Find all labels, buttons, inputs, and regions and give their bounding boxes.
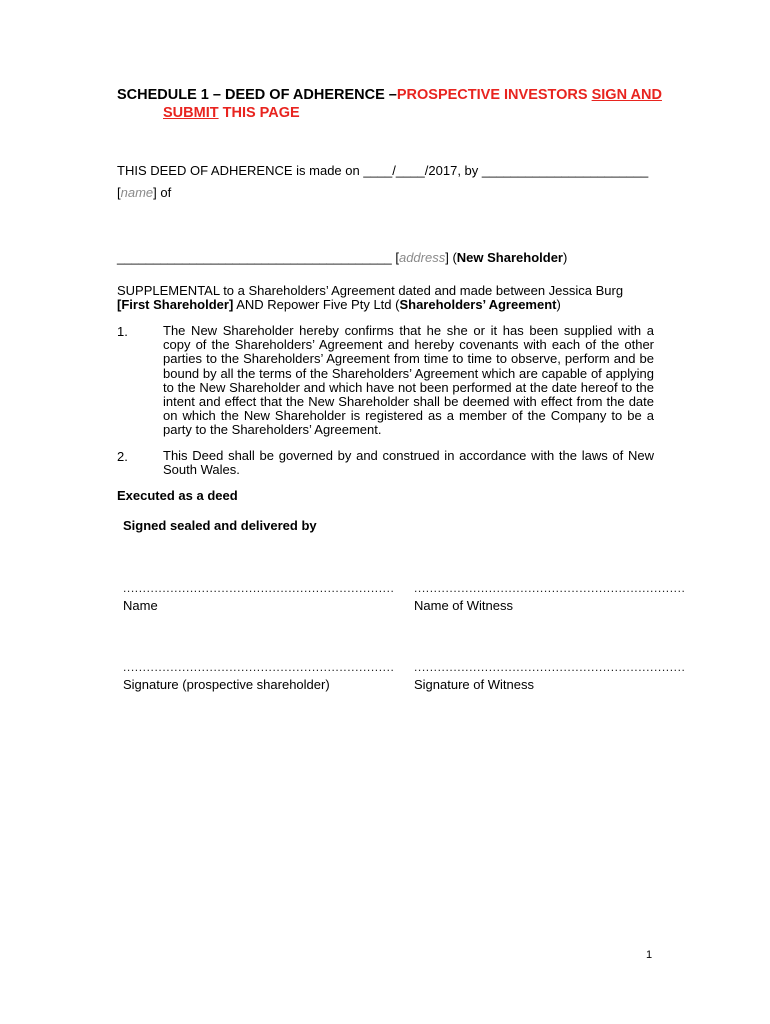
clause-2-text: This Deed shall be governed by and construed in accordance with the laws of New South Wales. [163,448,654,478]
intro-line [117,164,648,178]
page-number: 1 [646,949,653,961]
new-shareholder-term: New Shareholder [456,250,563,265]
document-heading [117,86,662,121]
witness-name-label: Name of Witness [414,598,513,613]
address-close: ] ( [445,250,457,265]
name-bracket-close: ] of [153,185,172,200]
heading-submit: SUBMIT [163,105,219,121]
name-placeholder: name [120,185,154,200]
heading-this-page: THIS PAGE [218,105,300,121]
witness-signature-label: Signature of Witness [414,677,534,692]
executed-heading: Executed as a deed [117,488,238,503]
heading-part3: SIGN AND [591,87,662,103]
supplemental-text-a: SUPPLEMENTAL to a Shareholders’ Agreement dated and made between Jessica Burg [117,283,624,298]
heading-part2: PROSPECTIVE INVESTORS [396,87,592,103]
address-placeholder: address [398,250,446,265]
address-end: ) [562,250,568,265]
witness-name-signature-line: ..................................................................... [414,581,686,595]
name-bracket-open: [ [117,185,121,200]
first-shareholder-term: [First Shareholder] [117,297,234,313]
supplemental-paragraph [117,284,657,312]
address-line [117,251,567,265]
signature-label: Signature (prospective shareholder) [123,677,330,692]
intro-text: THIS DEED OF ADHERENCE is made on ____/____/2017, by _______________________ [117,163,649,178]
name-signature-line: ..................................................................... [123,581,395,595]
signed-heading: Signed sealed and delivered by [123,518,317,533]
name-line [117,186,171,200]
supplemental-text-b: AND Repower Five Pty Ltd ( [233,297,400,313]
supplemental-text-c: ) [556,297,561,313]
signature-line: ..................................................................... [123,660,395,674]
heading-part1: SCHEDULE 1 – DEED OF ADHERENCE – [117,87,397,103]
clause-2-number: 2. [117,449,128,464]
address-blank: ______________________________________ [ [117,250,399,265]
clause-1-number: 1. [117,324,128,339]
shareholders-agreement-term: Shareholders’ Agreement [399,297,557,313]
clause-1-text: The New Shareholder hereby confirms that he she or it has been supplied with a copy of the Shareholders’ Agreement and hereby covenants with each of the other parties to the Shareholders’ Agreement from time to time to observe, perform and be bound by all the terms of the Shareholders’ Agreement which are capable of applying to the New Shareholder and which have not been performed at the date hereof to the intent and effect that the New Shareholder shall be deemed with effect from the date on which the New Shareholder is registered as a member of the Company to be a party to the Shareholders’ Agreement. [163,323,654,438]
heading-line2 [163,104,300,122]
witness-signature-line: ..................................................................... [414,660,686,674]
name-label: Name [123,598,158,613]
